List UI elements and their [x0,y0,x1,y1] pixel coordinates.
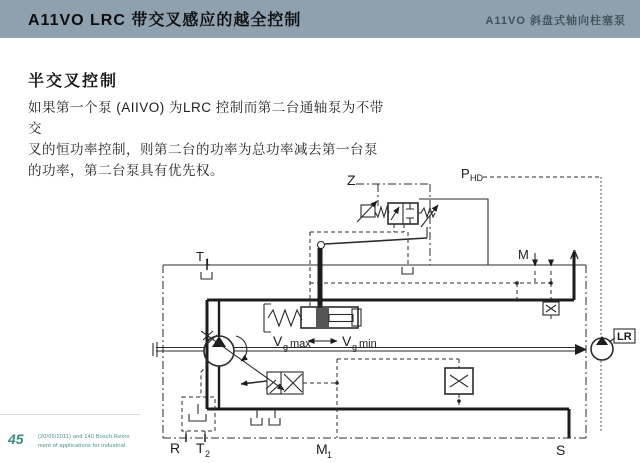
orifice-large [445,368,473,408]
port-label-t2: T [196,440,205,456]
main-pressure-lines [207,252,574,438]
port-label-m1-sub: 1 [327,450,333,460]
phd-pilot-line [483,177,601,432]
tank-symbol [402,267,413,274]
label-vgmin-sub: g [352,342,358,352]
port-label-a: A [570,247,579,262]
header-title-left: A11VO LRC 带交叉感应的越全控制 [28,12,302,29]
label-vgmax-v: V [273,333,283,349]
footer-note-line-2: ment of applications for industrial [38,443,126,449]
label-vgmin-v: V [342,333,352,349]
control-pressure-lines [310,253,559,322]
page-number: 45 [8,431,24,447]
header-title-right: A11VO 斜盘式轴向柱塞泵 [485,15,626,27]
port-label-t1-sub: 1 [205,257,211,267]
label-vgmax-word: max [290,338,311,350]
port-label-m: M [518,247,529,262]
label-vgmin-word: min [359,338,377,350]
label-vgmax-sub: g [283,342,289,352]
port-label-m1: M [316,441,328,457]
port-label-t1: T [196,249,204,264]
port-label-phd: P [461,166,470,181]
body-line-3: 的功率，第二台泵具有优先权。 [28,163,224,178]
r-t2-drain-block [182,397,215,442]
body-line-2: 叉的恒功率控制，则第二台的功率为总功率减去第一台泵 [28,142,378,157]
body-line-1: 如果第一个泵 (AIIVO) 为LRC 控制而第二台通轴泵为不带交 [28,100,384,136]
lrc-control-valve [310,199,488,307]
port-label-z: Z [347,172,356,188]
port-label-phd-sub: HD [470,173,483,183]
counter-piston [241,359,459,438]
footer-note-line-1: (20/05/2011) and 140 Bosch Rexro [38,434,130,440]
section-title: 半交叉控制 [28,73,119,90]
port-label-t2-sub: 2 [205,449,211,459]
port-label-r: R [170,440,181,456]
port-label-s: S [556,442,566,458]
case-drain-tanks [251,409,280,425]
label-lr: LR [617,331,632,343]
